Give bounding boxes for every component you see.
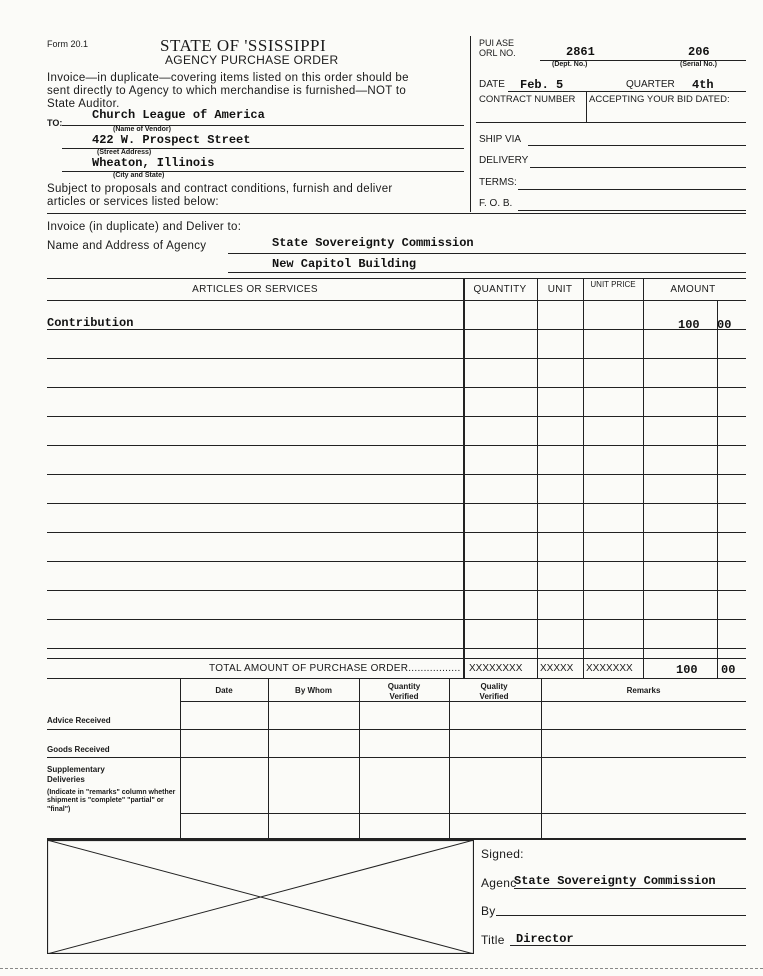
quarter-value: 4th — [692, 78, 714, 92]
terms-label: TERMS: — [479, 177, 517, 188]
signature-title-label: Title — [481, 933, 505, 947]
table-bottom-rule — [47, 678, 746, 679]
delivery-label: DELIVERY — [479, 155, 529, 166]
row-rule — [47, 619, 746, 620]
header-quantity: QUANTITY — [473, 284, 527, 295]
row-goods-received: Goods Received — [47, 745, 110, 754]
recv-header-remarks: Remarks — [626, 686, 661, 695]
total-top-rule — [47, 658, 746, 659]
crossed-out-box — [47, 840, 474, 954]
agency-name: State Sovereignty Commission — [272, 236, 474, 250]
signature-by-label: By — [481, 904, 496, 918]
vendor-city: Wheaton, Illinois — [92, 156, 215, 170]
agency-address-label: Name and Address of Agency — [47, 240, 207, 252]
contract-number-label: CONTRACT NUMBER — [479, 94, 576, 105]
row-rule — [47, 445, 746, 446]
delivery-line — [530, 167, 746, 168]
accepting-bid-label: ACCEPTING YOUR BID DATED: — [589, 94, 730, 105]
row-supplementary-deliveries: Supplementary Deliveries — [47, 765, 105, 784]
row-rule — [47, 561, 746, 562]
dept-number-caption: (Dept. No.) — [552, 61, 588, 68]
row-rule — [47, 503, 746, 504]
recv-col-line — [449, 678, 450, 838]
total-unit-price-placeholder: XXXXXXX — [586, 663, 633, 674]
row-instruction-note: (Indicate in "remarks" column whether shipment is "complete" "partial" or "final") — [47, 789, 176, 813]
ship-via-label: SHIP VIA — [479, 134, 522, 145]
signature-agency-value: State Sovereignty Commission — [514, 874, 716, 888]
total-label: TOTAL AMOUNT OF PURCHASE ORDER................. — [209, 663, 461, 674]
recv-header-quality-verified: Quality Verified — [479, 682, 509, 701]
form-number: Form 20.1 — [47, 39, 89, 49]
vendor-city-caption: (City and State) — [113, 172, 165, 179]
header-bottom-rule — [47, 213, 746, 214]
vendor-street-caption: (Street Address) — [97, 149, 152, 156]
serial-number: 206 — [688, 45, 710, 59]
col-line-unit-price — [583, 278, 584, 678]
header-amount: AMOUNT — [670, 284, 716, 295]
recv-header-by-whom: By Whom — [295, 686, 332, 695]
item-article: Contribution — [47, 316, 134, 330]
agency-address: New Capitol Building — [272, 257, 417, 271]
invoice-instructions — [47, 72, 467, 112]
signature-title-line — [510, 945, 746, 946]
date-line — [508, 91, 746, 92]
vendor-street: 422 W. Prospect Street — [92, 133, 251, 147]
total-unit-placeholder: XXXXX — [540, 663, 574, 674]
fob-label: F. O. B. — [479, 198, 513, 209]
po-label-line-2: ORL NO. — [479, 48, 516, 59]
col-line-cents — [717, 300, 718, 678]
row-advice-received: Advice Received — [47, 716, 111, 725]
item-amount-dollars: 100 — [678, 318, 700, 332]
row-rule — [47, 648, 746, 649]
recv-header-date: Date — [215, 686, 233, 695]
ship-via-line — [528, 145, 746, 146]
col-line-amount — [643, 278, 644, 678]
recv-col-line — [359, 678, 360, 838]
po-number-label — [479, 38, 516, 59]
header-divider — [470, 36, 471, 212]
signed-label: Signed: — [481, 847, 524, 861]
subject-line-1: Subject to proposals and contract conditions, furnish and deliver — [47, 183, 393, 195]
total-amount-cents: 00 — [721, 663, 736, 677]
row-rule — [47, 387, 746, 388]
signature-title-value: Director — [516, 932, 574, 946]
instructions-line-2: sent directly to Agency to which merchandise is furnished—NOT to — [47, 85, 407, 98]
date-label: DATE — [479, 79, 505, 90]
contract-line — [476, 122, 746, 123]
agency-address-line — [228, 272, 746, 273]
signature-by-line — [496, 915, 746, 916]
subject-text — [47, 183, 467, 209]
recv-col-line — [541, 678, 542, 838]
table-top-rule — [47, 278, 746, 279]
signature-agency-line — [514, 888, 746, 889]
cross-out-icon — [47, 840, 474, 954]
col-line-unit — [537, 278, 538, 678]
row-rule — [47, 329, 746, 330]
header-unit: UNIT — [547, 284, 573, 295]
form-subtitle: AGENCY PURCHASE ORDER — [165, 53, 339, 67]
row-rule — [47, 532, 746, 533]
serial-number-caption: (Serial No.) — [680, 61, 717, 68]
vendor-name: Church League of America — [92, 108, 265, 122]
header-articles: ARTICLES OR SERVICES — [192, 284, 318, 295]
quarter-label: QUARTER — [626, 79, 675, 90]
header-unit-price: UNIT PRICE — [590, 280, 636, 289]
col-line-quantity — [463, 278, 465, 678]
total-quantity-placeholder: XXXXXXXX — [469, 663, 523, 674]
recv-row-rule — [180, 813, 746, 814]
to-label: TO: — [47, 118, 63, 128]
instructions-line-3: State Auditor. — [47, 98, 120, 111]
invoice-deliver-line: Invoice (in duplicate) and Deliver to: — [47, 221, 242, 233]
perforation-edge — [0, 968, 763, 969]
recv-header-rule — [180, 701, 746, 702]
table-header-rule — [47, 300, 746, 301]
contract-divider — [586, 92, 587, 122]
row-rule — [47, 358, 746, 359]
po-label-line-1: PUI ASE — [479, 38, 515, 48]
recv-row-rule — [47, 757, 746, 758]
form-title: STATE OF 'SSISSIPPI — [160, 36, 327, 55]
vendor-name-caption: (Name of Vendor) — [113, 126, 171, 133]
dept-number: 2861 — [566, 45, 595, 59]
item-amount-cents: 00 — [717, 318, 732, 332]
terms-line — [518, 189, 746, 190]
row-rule — [47, 590, 746, 591]
instructions-line-1: Invoice—in duplicate—covering items listed on this order should be — [47, 72, 409, 84]
row-rule — [47, 474, 746, 475]
recv-col-line — [180, 678, 181, 838]
fob-line — [518, 210, 746, 211]
subject-line-2: articles or services listed below: — [47, 196, 219, 209]
agency-name-line — [228, 253, 746, 254]
date-value: Feb. 5 — [520, 78, 564, 92]
recv-row-rule — [47, 729, 746, 730]
recv-col-line — [268, 678, 269, 838]
row-rule — [47, 416, 746, 417]
total-amount-dollars: 100 — [676, 663, 698, 677]
signature-agency-label: Agenc — [481, 876, 517, 890]
recv-header-quantity-verified: Quantity Verified — [387, 682, 421, 701]
